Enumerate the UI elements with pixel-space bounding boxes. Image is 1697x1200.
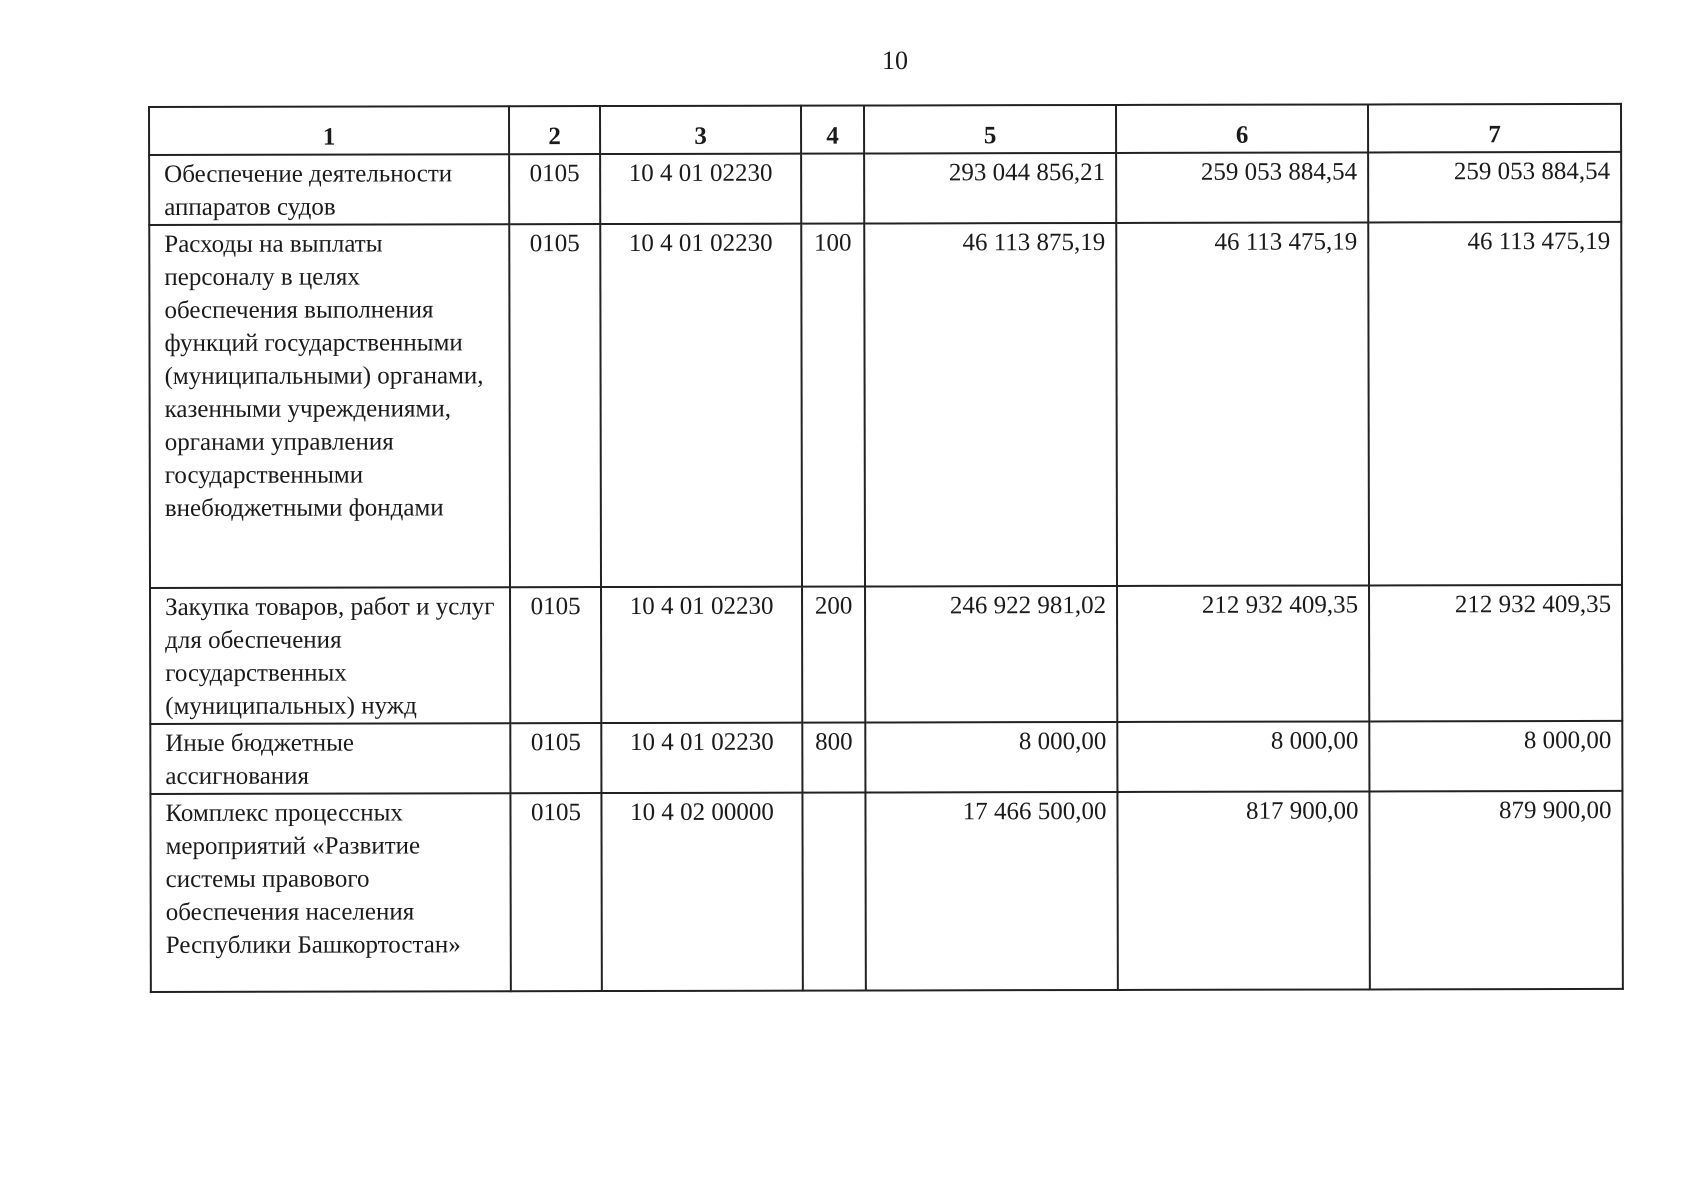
column-header: 6 (1116, 104, 1368, 153)
row-col6: 46 113 475,19 (1116, 222, 1369, 586)
column-header: 4 (801, 106, 864, 154)
row-expense-type (802, 792, 865, 990)
row-section: 0105 (510, 793, 601, 991)
table-row (149, 222, 1622, 588)
row-expense-type: 800 (802, 722, 865, 792)
row-target-article: 10 4 01 02230 (600, 224, 802, 587)
row-name: Комплекс процессных мероприятий «Развитие системы правового обеспечения населения Республики Башкортостан» (150, 793, 510, 992)
row-col7: 212 932 409,35 (1369, 585, 1622, 722)
column-header: 5 (864, 105, 1116, 154)
row-expense-type: 100 (801, 224, 865, 587)
table-row (149, 152, 1621, 225)
row-col6: 259 053 884,54 (1116, 152, 1368, 223)
table-header-row (149, 104, 1621, 155)
column-header: 2 (509, 106, 600, 154)
row-section: 0105 (510, 723, 601, 793)
row-section: 0105 (509, 154, 600, 224)
row-col6: 817 900,00 (1117, 791, 1369, 990)
row-col7: 46 113 475,19 (1368, 222, 1622, 586)
row-col5: 17 466 500,00 (865, 792, 1117, 991)
table-row (150, 585, 1622, 724)
row-col5: 46 113 875,19 (864, 223, 1117, 587)
row-expense-type (801, 154, 864, 224)
column-header: 1 (149, 106, 509, 155)
row-target-article: 10 4 01 02230 (601, 587, 802, 723)
row-col5: 293 044 856,21 (864, 153, 1116, 224)
row-col6: 212 932 409,35 (1117, 585, 1369, 722)
row-name: Закупка товаров, работ и услуг для обеспечения государственных (муниципальных) нужд (150, 587, 510, 724)
row-target-article: 10 4 02 00000 (601, 793, 802, 991)
row-section: 0105 (509, 224, 601, 587)
row-name: Расходы на выплаты персоналу в целях обеспечения выполнения функций государственными (муниципальными) органами, казенными учреждениями, органами управления государственными внебюджетными фондами (149, 224, 510, 588)
row-section: 0105 (510, 587, 601, 723)
row-name: Иные бюджетные ассигнования (150, 723, 510, 794)
budget-table (148, 103, 1624, 993)
row-col7: 879 900,00 (1369, 791, 1622, 990)
row-name: Обеспечение деятельности аппаратов судов (149, 154, 509, 225)
row-col7: 259 053 884,54 (1368, 152, 1621, 223)
row-col6: 8 000,00 (1117, 721, 1369, 792)
row-target-article: 10 4 01 02230 (601, 723, 802, 793)
table-row (150, 791, 1622, 992)
column-header: 3 (600, 106, 801, 154)
column-header: 7 (1368, 104, 1621, 153)
page-number: 10 (882, 46, 908, 75)
row-col7: 8 000,00 (1369, 721, 1622, 792)
row-col5: 8 000,00 (865, 722, 1117, 793)
row-target-article: 10 4 01 02230 (600, 154, 801, 224)
row-expense-type: 200 (802, 586, 865, 722)
table-row (150, 721, 1622, 794)
row-col5: 246 922 981,02 (865, 586, 1117, 723)
